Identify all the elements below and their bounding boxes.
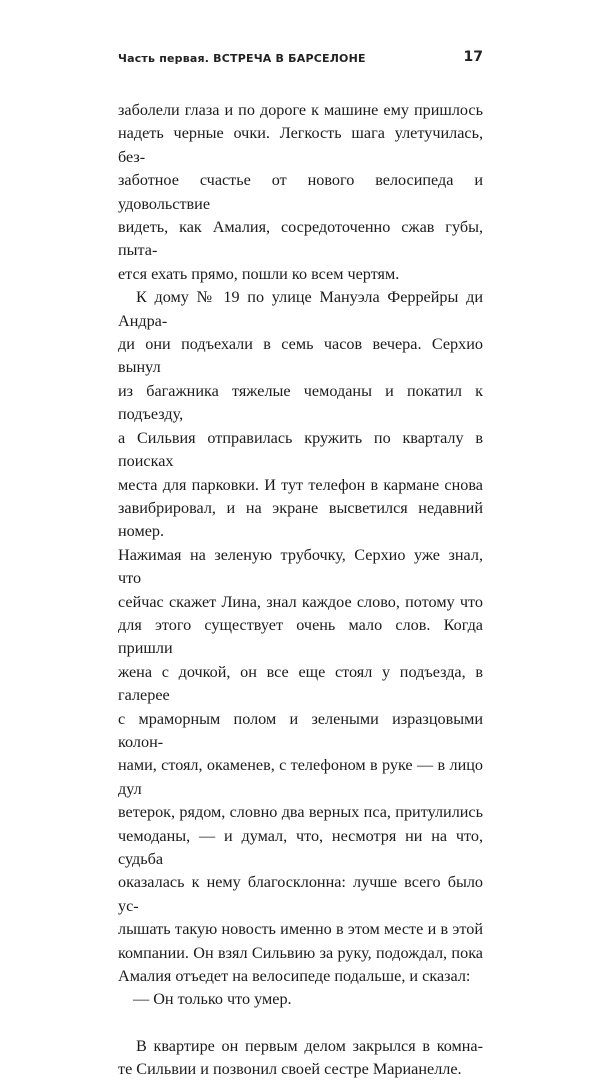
text-line: Амалия отъедет на велосипеде подальше, и сказал: bbox=[118, 967, 471, 986]
text-line: компании. Он взял Сильвию за руку, подождал, пока bbox=[118, 943, 483, 962]
text-line: с мраморным полом и зелеными изразцовыми колон- bbox=[118, 709, 483, 751]
text-line: видеть, как Амалия, сосредоточенно сжав губы, пыта- bbox=[118, 218, 483, 260]
body-text bbox=[118, 99, 483, 1082]
text-line: оказалась к нему благосклонна: лучше всего было ус- bbox=[118, 873, 483, 915]
text-line: заботное счастье от нового велосипеда и удовольствие bbox=[118, 171, 483, 213]
text-line: места для парковки. И тут телефон в кармане снова bbox=[118, 475, 483, 494]
text-line: Нажимая на зеленую трубочку, Серхио уже знал, что bbox=[118, 545, 483, 588]
text-line: из багажника тяжелые чемоданы и покатил к подъезду, bbox=[118, 381, 483, 424]
chapter-title: Часть первая. ВСТРЕЧА В БАРСЕЛОНЕ bbox=[118, 52, 366, 65]
text-line: завибрировал, и на экране высветился недавний номер. bbox=[118, 498, 483, 541]
text-line: ди они подъехали в семь часов вечера. Серхио вынул bbox=[118, 335, 483, 377]
dialogue-line bbox=[118, 988, 483, 1011]
paragraph-2 bbox=[118, 286, 483, 988]
text-line: жена с дочкой, он все еще стоял у подъезда, в галерее bbox=[118, 662, 483, 705]
text-line: ветерок, рядом, словно два верных пса, притулились bbox=[118, 803, 483, 822]
running-header bbox=[118, 49, 483, 72]
text-line: нами, стоял, окаменев, с телефоном в руке — в лицо дул bbox=[118, 756, 483, 798]
page-number: 17 bbox=[463, 49, 483, 65]
text-line: сейчас скажет Лина, знал каждое слово, потому что bbox=[118, 592, 483, 611]
text-line: чемоданы, — и думал, что, несмотря ни на что, судьба bbox=[118, 826, 483, 868]
text-line: те Сильвии и позвонил своей сестре Марианелле. bbox=[118, 1060, 462, 1079]
text-line: заболели глаза и по дороге к машине ему пришлось bbox=[118, 101, 483, 119]
text-line: лышать такую новость именно в этом месте и в этой bbox=[118, 920, 483, 939]
paragraph-1 bbox=[118, 99, 483, 286]
text-line: ется ехать прямо, пошли ко всем чертям. bbox=[118, 264, 400, 283]
text-line: — Он только что умер. bbox=[133, 990, 292, 1009]
text-line: надеть черные очки. Легкость шага улетучилась, без- bbox=[118, 124, 483, 166]
section-break bbox=[118, 1012, 483, 1035]
text-line: для этого существует очень мало слов. Когда пришли bbox=[118, 615, 483, 658]
text-line: В квартире он первым делом закрылся в комна- bbox=[136, 1036, 483, 1055]
text-line: К дому № 19 по улице Мануэла Феррейры ди Андра- bbox=[118, 288, 483, 330]
paragraph-4 bbox=[118, 1035, 483, 1082]
text-line: а Сильвия отправилась кружить по кварталу в поисках bbox=[118, 428, 483, 471]
